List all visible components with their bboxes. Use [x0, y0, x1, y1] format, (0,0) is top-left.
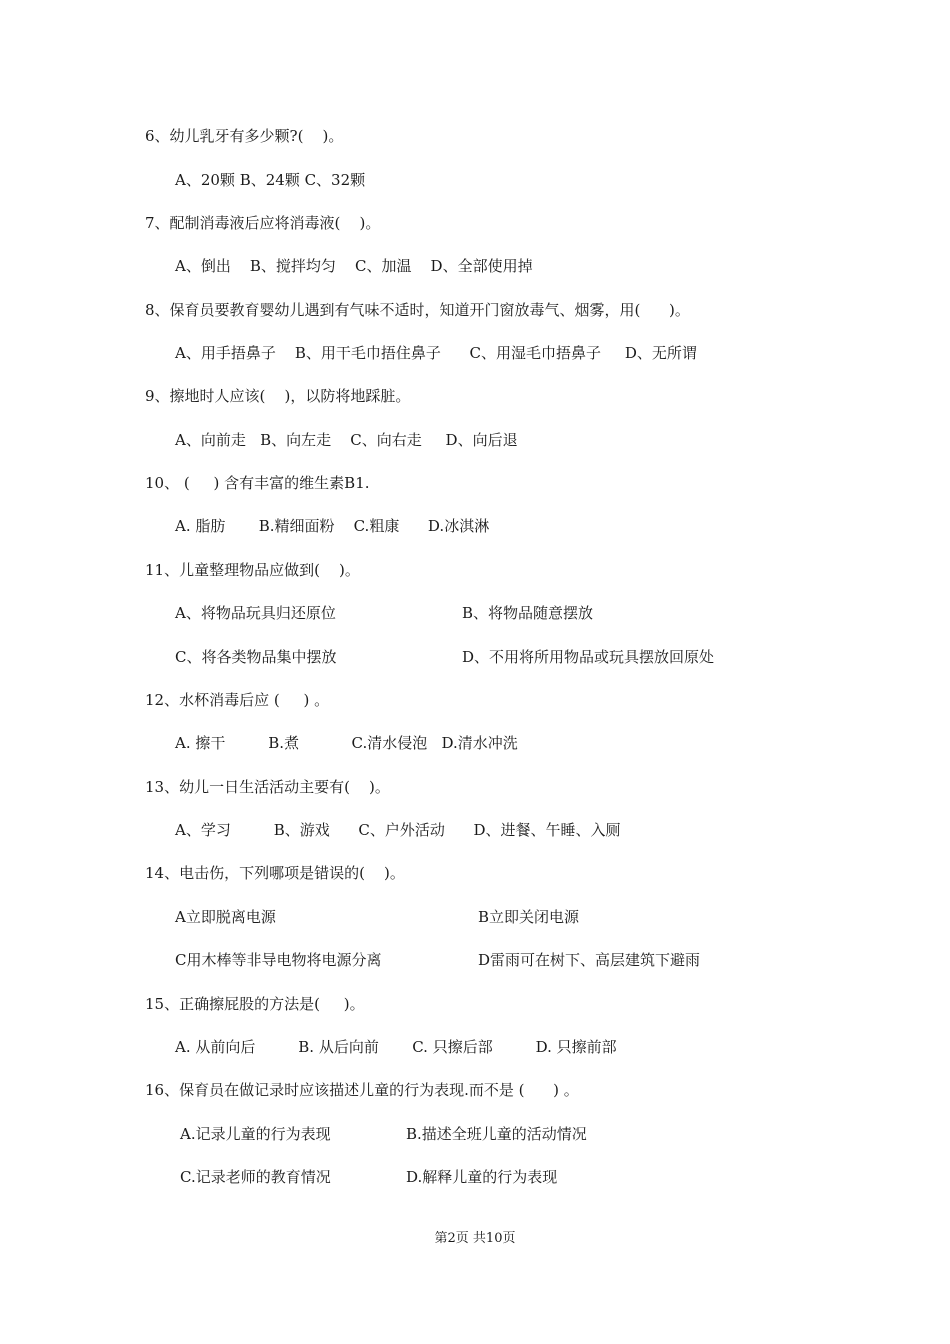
question-14-stem: 14、电击伤，下列哪项是错误的( )。 — [145, 864, 405, 882]
question-12-stem: 12、水杯消毒后应 ( ) 。 — [145, 691, 330, 709]
question-15-stem: 15、正确擦屁股的方法是( )。 — [145, 995, 365, 1013]
question-11-option-a: A、将物品玩具归还原位 — [175, 604, 336, 622]
page-footer: 第2页 共10页 — [434, 1231, 516, 1246]
question-11-option-c: C、将各类物品集中摆放 — [175, 648, 337, 666]
question-9-options: A、向前走 B、向左走 C、向右走 D、向后退 — [175, 431, 518, 449]
question-16-stem: 16、保育员在做记录时应该描述儿童的行为表现.而不是 ( ) 。 — [145, 1081, 579, 1099]
question-12-options: A. 擦干 B.煮 C.清水侵泡 D.清水冲洗 — [175, 734, 518, 752]
question-8-stem: 8、保育员要教育婴幼儿遇到有气味不适时，知道开门窗放毒气、烟雾，用( )。 — [145, 301, 690, 319]
question-9-stem: 9、擦地时人应该( )，以防将地踩脏。 — [145, 387, 411, 405]
question-11-option-b: B、将物品随意摆放 — [462, 604, 594, 622]
question-10-stem: 10、 ( ) 含有丰富的维生素B1. — [145, 474, 370, 492]
question-15-options: A. 从前向后 B. 从后向前 C. 只擦后部 D. 只擦前部 — [175, 1038, 617, 1056]
question-10-options: A. 脂肪 B.精细面粉 C.粗康 D.冰淇淋 — [175, 517, 490, 535]
question-13-options: A、学习 B、游戏 C、户外活动 D、进餐、午睡、入厕 — [175, 821, 621, 839]
question-7-stem: 7、配制消毒液后应将消毒液( )。 — [145, 214, 381, 232]
question-8-options: A、用手捂鼻子 B、用干毛巾捂住鼻子 C、用湿毛巾捂鼻子 D、无所谓 — [175, 344, 697, 362]
question-16-option-a: A.记录儿童的行为表现 — [180, 1125, 331, 1143]
question-14-option-d: D雷雨可在树下、高层建筑下避雨 — [478, 951, 701, 969]
question-16-option-c: C.记录老师的教育情况 — [180, 1168, 331, 1186]
question-14-option-a: A立即脱离电源 — [175, 908, 276, 926]
question-14-option-c: C用木棒等非导电物将电源分离 — [175, 951, 382, 969]
question-11-option-d: D、不用将所用物品或玩具摆放回原处 — [462, 648, 715, 666]
question-16-option-b: B.描述全班儿童的活动情况 — [406, 1125, 587, 1143]
question-13-stem: 13、幼儿一日生活活动主要有( )。 — [145, 778, 390, 796]
question-14-option-b: B立即关闭电源 — [478, 908, 580, 926]
question-7-options: A、倒出 B、搅拌均匀 C、加温 D、全部使用掉 — [175, 257, 533, 275]
question-6-options: A、20颗 B、24颗 C、32颗 — [175, 171, 366, 189]
question-6-stem: 6、幼儿乳牙有多少颗?( )。 — [145, 127, 344, 145]
question-16-option-d: D.解释儿童的行为表现 — [406, 1168, 558, 1186]
question-11-stem: 11、儿童整理物品应做到( )。 — [145, 561, 360, 579]
